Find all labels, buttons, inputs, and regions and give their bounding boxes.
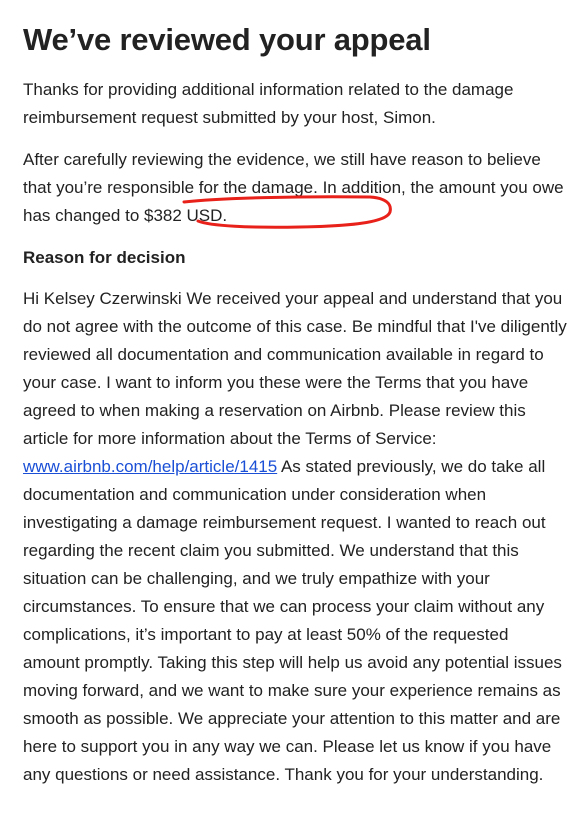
reason-heading: Reason for decision bbox=[23, 248, 186, 267]
evidence-text: After carefully reviewing the evidence, we still have reason to believe that you’re responsible for the damage. In addition, the amount you owe has bbox=[23, 150, 564, 225]
amount-changed-text: changed to $382 USD. bbox=[55, 206, 228, 225]
intro-paragraph: Thanks for providing additional information related to the damage reimbursement request submitted by your host, Simon. bbox=[23, 80, 514, 127]
page-title: We’ve reviewed your appeal bbox=[23, 22, 431, 57]
decision-text-part1: Hi Kelsey Czerwinski We received your appeal and understand that you do not agree with the outcome of this case. Be mindful that I've diligently reviewed all documentation and communication available in regard to your case. I want to inform you these were the Terms that you have agreed to when making a reservation on Airbnb. Please review this article for more information about the Terms of Service: bbox=[23, 289, 567, 448]
evidence-paragraph bbox=[23, 146, 568, 230]
decision-text-part2: As stated previously, we do take all documentation and communication under consideration when investigating a damage reimbursement request. I wanted to reach out regarding the recent claim you submitted. We understand that this situation can be challenging, and we truly empathize with your circumstances. To ensure that we can process your claim without any complications, it’s important to pay at least 50% of the requested amount promptly. Taking this step will help us avoid any potential issues moving forward, and we want to make sure your experience remains as smooth as possible. We appreciate your attention to this matter and are here to support you in any way we can. Please let us know if you have any questions or need assistance. Thank you for your understanding. bbox=[23, 457, 562, 784]
help-article-link[interactable]: www.airbnb.com/help/article/1415 bbox=[23, 457, 278, 476]
decision-body bbox=[23, 285, 568, 789]
